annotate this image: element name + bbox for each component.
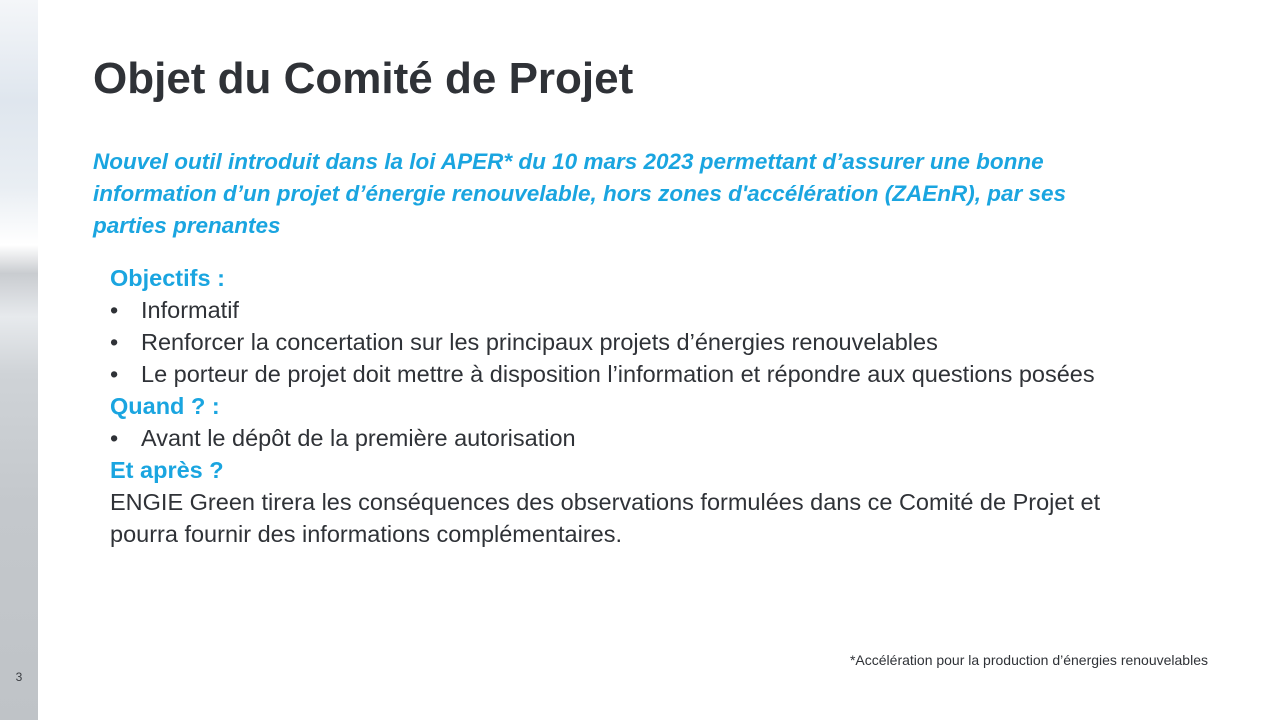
section-heading-quand: Quand ? : <box>110 393 220 419</box>
section-heading-objectifs: Objectifs : <box>110 265 225 291</box>
bullet-icon: • <box>110 361 119 387</box>
intro-text: Nouvel outil introduit dans la loi APER* du 10 mars 2023 permettant d’assurer une bonne information d’un projet d’énergie renouvelable, hors zones d'accélération (ZAEnR), par ses parties prenantes <box>93 149 1067 238</box>
page-number: 3 <box>15 670 23 684</box>
list-item <box>110 326 1150 358</box>
list-item <box>110 294 1150 326</box>
list-item <box>110 422 1150 454</box>
footnote: *Accélération pour la production d’énergies renouvelables <box>849 652 1208 668</box>
list-item-text: Renforcer la concertation sur les principaux projets d’énergies renouvelables <box>141 329 938 355</box>
side-decorative-strip <box>0 0 38 720</box>
bullet-icon: • <box>110 329 119 355</box>
list-item-text: Le porteur de projet doit mettre à disposition l’information et répondre aux questions posées <box>141 361 1095 387</box>
list-item-text: Avant le dépôt de la première autorisation <box>141 425 576 451</box>
quand-list <box>110 422 1150 454</box>
objectifs-list <box>110 294 1150 390</box>
slide-content <box>110 262 1150 550</box>
list-item-text: Informatif <box>141 297 239 323</box>
bullet-icon: • <box>110 425 119 451</box>
slide-title: Objet du Comité de Projet <box>93 54 634 103</box>
list-item <box>110 358 1150 390</box>
section-heading-et-apres: Et après ? <box>110 457 224 483</box>
bullet-icon: • <box>110 297 119 323</box>
et-apres-text: ENGIE Green tirera les conséquences des observations formulées dans ce Comité de Projet et pourra fournir des informations complémentaires. <box>110 489 1101 547</box>
